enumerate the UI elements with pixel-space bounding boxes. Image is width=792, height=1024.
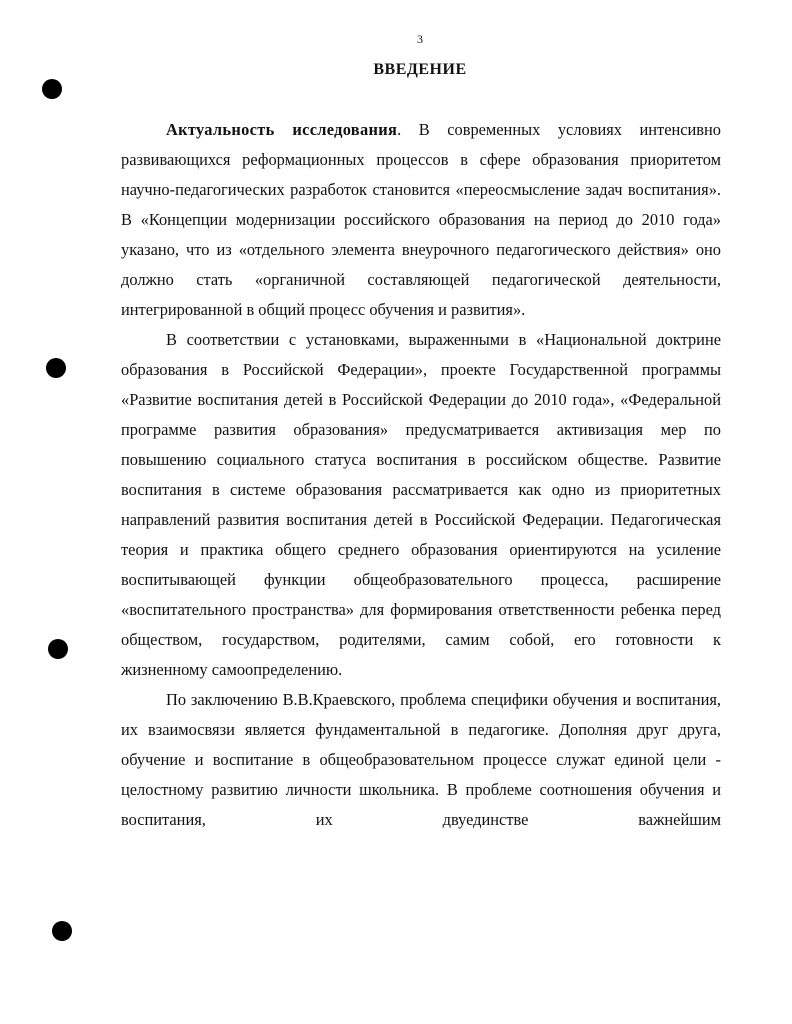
punch-hole-mark <box>42 79 62 99</box>
body-text <box>121 115 721 835</box>
paragraph-relevance <box>121 115 721 325</box>
paragraph-last-line: жизненному самоопределению. <box>121 660 343 679</box>
page-number: 3 <box>417 32 423 46</box>
section-heading: ВВЕДЕНИЕ <box>373 61 467 78</box>
paragraph-policy <box>121 325 721 685</box>
lead-term: Актуальность исследования <box>166 120 398 139</box>
paragraph-last-line: интегрированной в общий процесс обучения и развития». <box>121 300 526 319</box>
punch-hole-mark <box>48 639 68 659</box>
punch-hole-mark <box>52 921 72 941</box>
paragraph-text: . В современных условиях интенсивно развивающихся реформационных процессов в сфере образования приоритетом научно-педагогических разработок становится «переосмысление задач воспитания». В «Концепции модернизации российского образования на период до 2010 года» указано, что из «отдельного элемента внеурочного педагогического действия» оно должно стать «органичной составляющей педагогической деятельности, <box>121 120 722 289</box>
paragraph-kraevsky <box>121 685 721 835</box>
punch-hole-mark <box>46 358 66 378</box>
paragraph-text: В соответствии с установками, выраженными в «Национальной доктрине образования в Российской Федерации», проекте Государственной программы «Развитие воспитания детей в Российской Федерации до 2010 года», «Федеральной программе развития образования» предусматривается активизация мер по повышению социального статуса воспитания в российском обществе. Развитие воспитания в системе образования рассматривается как одно из приоритетных направлений развития воспитания детей в Российской Федерации. Педагогическая теория и практика общего среднего образования ориентируются на усиление воспитывающей функции общеобразовательного процесса, расширение «воспитательного пространства» для формирования ответственности ребенка перед обществом, государством, родителями, самим собой, его готовности к <box>121 330 721 649</box>
paragraph-text: По заключению В.В.Краевского, проблема специфики обучения и воспитания, их взаимосвязи является фундаментальной в педагогике. Дополняя друг друга, обучение и воспитание в общеобразовательном процессе служат единой цели - целостному развитию личности школьника. В проблеме соотношения обучения и воспитания, их двуединстве важнейшим <box>121 690 721 829</box>
